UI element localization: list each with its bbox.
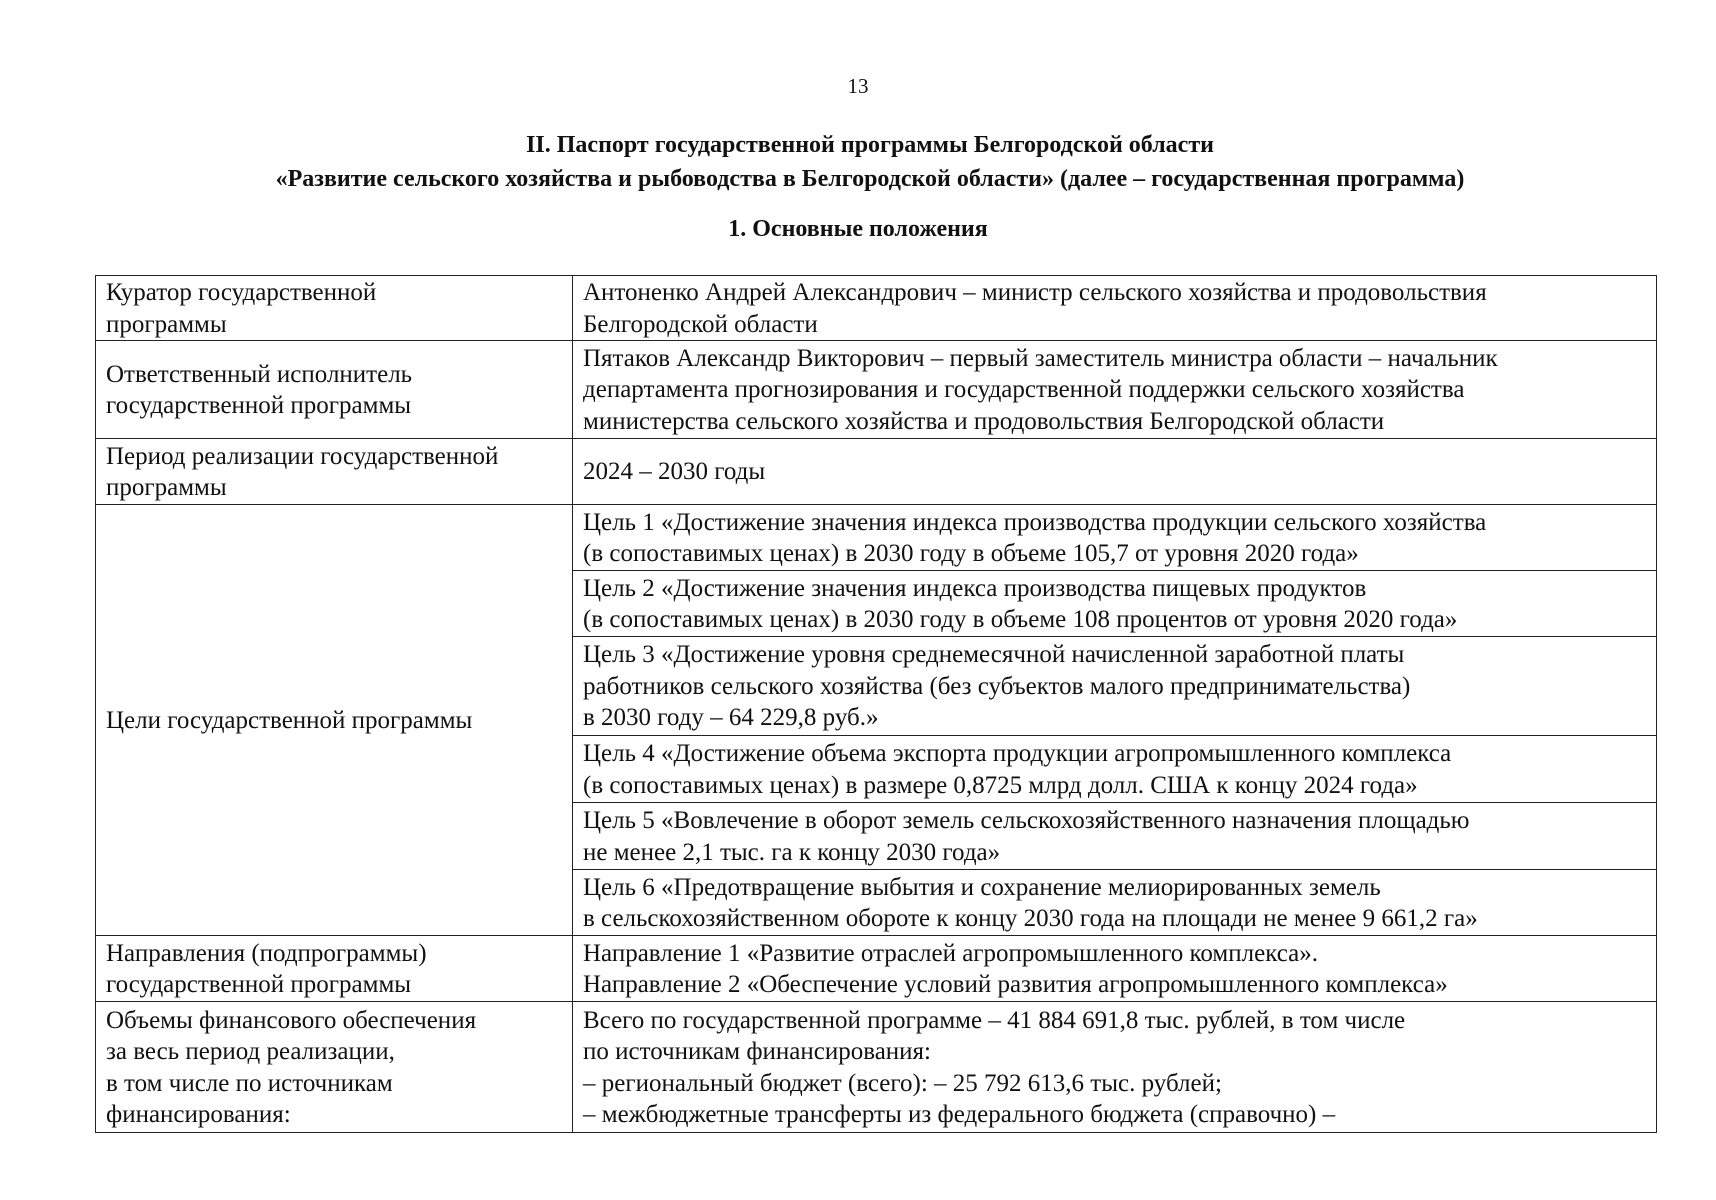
- value-line: в 2030 году – 64 229,8 руб.»: [583, 704, 879, 732]
- label-line: финансирования:: [106, 1101, 291, 1128]
- table-row-directions: [96, 936, 1657, 1002]
- value-line: Направление 1 «Развитие отраслей агропромышленного комплекса».: [583, 939, 1318, 967]
- title-line-1: II. Паспорт государственной программы Белгородской области: [526, 132, 1214, 158]
- table-row-funding: [96, 1002, 1657, 1133]
- value-line: Белгородской области: [583, 310, 818, 338]
- label-line: за весь период реализации,: [106, 1038, 395, 1065]
- label-directions: [96, 936, 573, 1002]
- label-executor: [96, 341, 573, 439]
- label-line: Ответственный исполнитель: [106, 360, 413, 388]
- value-line: работников сельского хозяйства (без субъектов малого предпринимательства): [583, 672, 1411, 700]
- value-line: не менее 2,1 тыс. га к концу 2030 года»: [583, 838, 1001, 866]
- label-period: [96, 439, 573, 505]
- value-funding: [573, 1002, 1657, 1133]
- value-line: – региональный бюджет (всего): – 25 792 613,6 тыс. рублей;: [583, 1069, 1222, 1097]
- value-goal-5: [573, 803, 1657, 870]
- document-title: [0, 128, 1716, 196]
- label-goals: [96, 505, 573, 936]
- value-line: Цель 6 «Предотвращение выбытия и сохранение мелиорированных земель: [583, 873, 1381, 901]
- label-line: Период реализации государственной: [106, 442, 499, 470]
- table-row-period: [96, 439, 1657, 505]
- value-line: Цель 3 «Достижение уровня среднемесячной начисленной заработной платы: [583, 641, 1405, 669]
- value-line: Направление 2 «Обеспечение условий развития агропромышленного комплекса»: [583, 971, 1448, 998]
- value-line: министерства сельского хозяйства и продовольствия Белгородской области: [583, 407, 1385, 435]
- value-executor: [573, 341, 1657, 439]
- value-line: (в сопоставимых ценах) в 2030 году в объеме 105,7 от уровня 2020 года»: [583, 540, 1359, 567]
- value-curator: [573, 276, 1657, 341]
- label-line: программы: [106, 310, 227, 338]
- value-line: Антоненко Андрей Александрович – министр сельского хозяйства и продовольствия: [583, 279, 1487, 306]
- value-period: [573, 439, 1657, 505]
- page-number: 13: [847, 74, 869, 98]
- table-row-goal-1: [96, 505, 1657, 571]
- label-line: государственной программы: [106, 971, 412, 998]
- table-row-executor: [96, 341, 1657, 439]
- passport-table: [95, 275, 1657, 1133]
- title-line-2: «Развитие сельского хозяйства и рыбоводства в Белгородской области» (далее – государственная программа): [275, 166, 1465, 192]
- value-line: – межбюджетные трансферты из федерального бюджета (справочно) –: [583, 1101, 1336, 1128]
- value-line: (в сопоставимых ценах) в размере 0,8725 млрд долл. США к концу 2024 года»: [583, 771, 1418, 799]
- label-line: в том числе по источникам: [106, 1069, 393, 1097]
- value-goal-6: [573, 870, 1657, 936]
- value-line: департамента прогнозирования и государственной поддержки сельского хозяйства: [583, 376, 1465, 404]
- label-line: государственной программы: [106, 392, 412, 419]
- label-line: Направления (подпрограммы): [106, 939, 427, 967]
- value-line: Всего по государственной программе – 41 884 691,8 тыс. рублей, в том числе: [583, 1006, 1406, 1034]
- value-line: Цель 4 «Достижение объема экспорта продукции агропромышленного комплекса: [583, 740, 1452, 767]
- value-line: Цель 2 «Достижение значения индекса производства пищевых продуктов: [583, 574, 1367, 602]
- label-funding: [96, 1002, 573, 1133]
- value-goal-1: [573, 505, 1657, 571]
- value-directions: [573, 936, 1657, 1002]
- label-line: Куратор государственной: [106, 279, 377, 306]
- value-goal-4: [573, 736, 1657, 803]
- value-line: 2024 – 2030 годы: [583, 458, 766, 486]
- value-line: в сельскохозяйственном обороте к концу 2030 года на площади не менее 9 661,2 га»: [583, 905, 1478, 932]
- value-line: по источникам финансирования:: [583, 1038, 931, 1065]
- table-row-curator: [96, 276, 1657, 341]
- value-line: Пятаков Александр Викторович – первый заместитель министра области – начальник: [583, 344, 1498, 372]
- value-goal-2: [573, 571, 1657, 637]
- label-line: Объемы финансового обеспечения: [106, 1006, 477, 1034]
- value-goal-3: [573, 637, 1657, 736]
- value-line: (в сопоставимых ценах) в 2030 году в объеме 108 процентов от уровня 2020 года»: [583, 606, 1458, 633]
- value-line: Цель 1 «Достижение значения индекса производства продукции сельского хозяйства: [583, 508, 1487, 536]
- value-line: Цель 5 «Вовлечение в оборот земель сельскохозяйственного назначения площадью: [583, 807, 1470, 834]
- label-line: Цели государственной программы: [106, 706, 473, 734]
- section-title: 1. Основные положения: [728, 216, 988, 242]
- label-line: программы: [106, 474, 227, 501]
- label-curator: [96, 276, 573, 341]
